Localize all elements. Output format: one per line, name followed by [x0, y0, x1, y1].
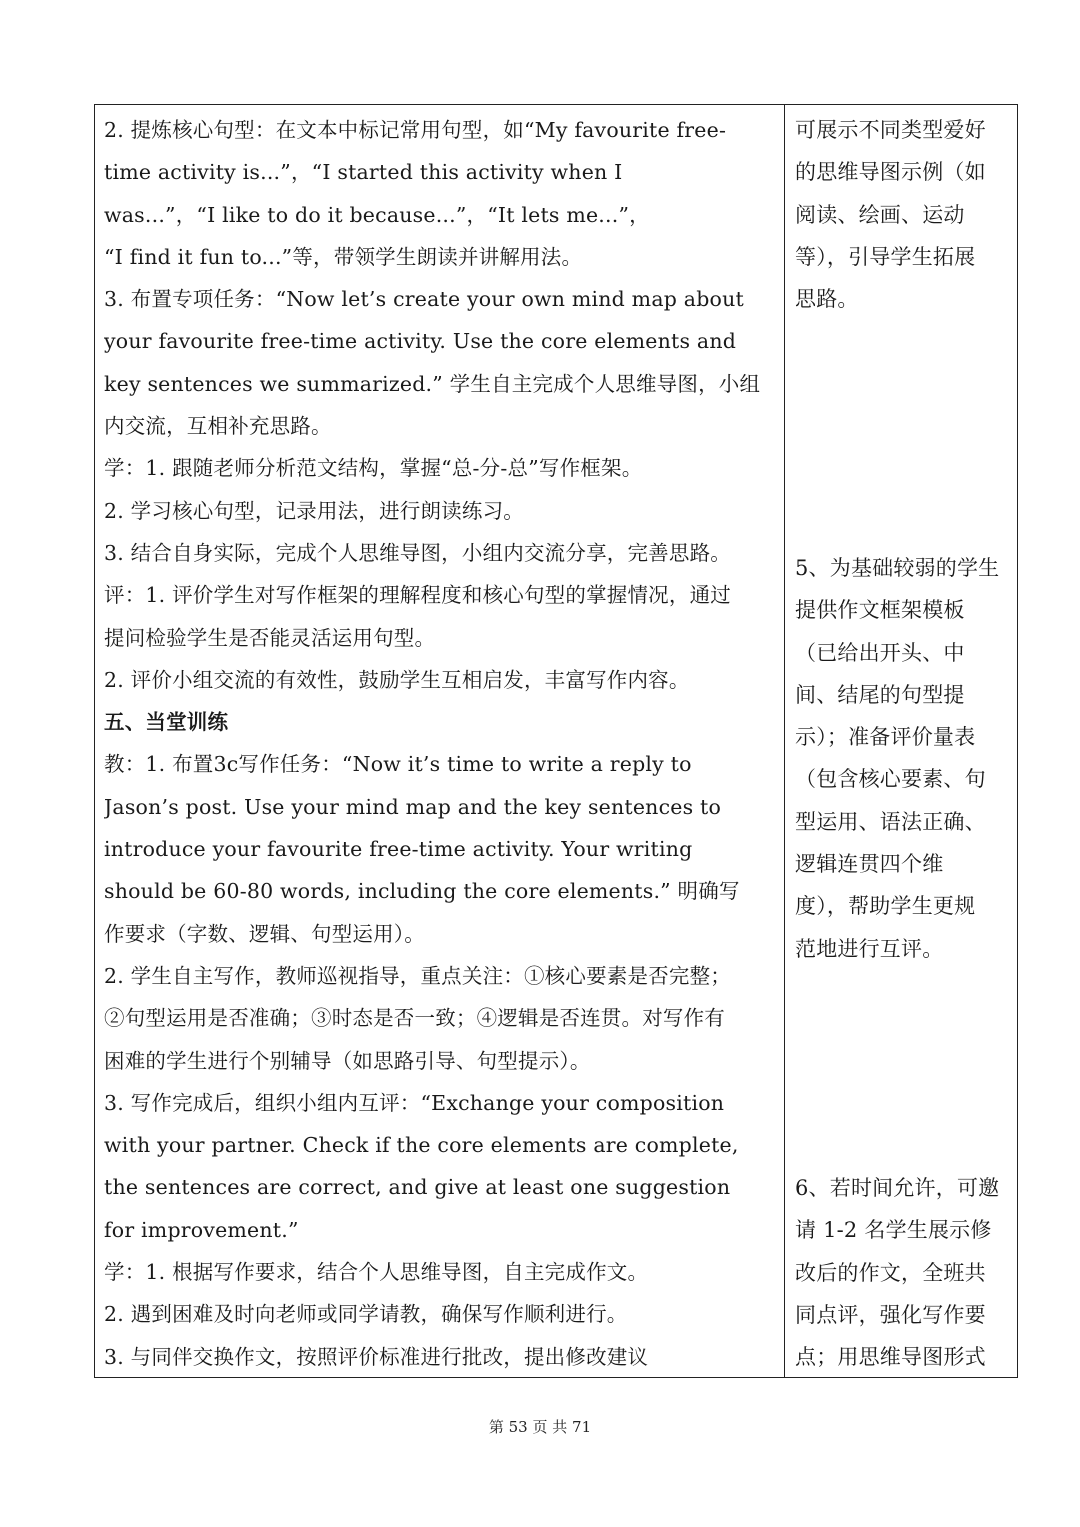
- note-line: 点；用思维导图形式: [795, 1345, 986, 1370]
- text-line: ②句型运用是否准确；③时态是否一致；④逻辑是否连贯。对写作有: [104, 1006, 725, 1031]
- text-line: 2. 评价小组交流的有效性，鼓励学生互相启发，丰富写作内容。: [104, 667, 690, 692]
- note-line: 逻辑连贯四个维: [795, 852, 944, 877]
- text-line: key sentences we summarized.” 学生自主完成个人思维导图，小组: [104, 371, 761, 396]
- page-footer: 第 53 页 共 71: [488, 1418, 592, 1436]
- section-heading: 五、当堂训练: [104, 710, 229, 735]
- note-line: 6、若时间允许，可邀: [795, 1176, 1000, 1200]
- text-line: 3. 布置专项任务：“Now let’s create your own mind map about: [104, 287, 744, 312]
- text-line: 2. 学生自主写作，教师巡视指导，重点关注：①核心要素是否完整；: [104, 963, 731, 988]
- note-line: 提供作文框架模板: [795, 598, 965, 623]
- text-line: 评：1. 评价学生对写作框架的理解程度和核心句型的掌握情况，通过: [104, 583, 731, 608]
- notes-column: [785, 105, 1017, 1377]
- note-block-1: [795, 109, 1013, 320]
- text-line: was...”，“I like to do it because...”，“It lets me...”，: [104, 202, 650, 227]
- text-line: introduce your favourite free-time activity. Your writing: [104, 837, 693, 862]
- note-line: （已给出开头、中: [795, 640, 965, 665]
- note-line: 度），帮助学生更规: [795, 894, 976, 919]
- note-line: 间、结尾的句型提: [795, 682, 965, 707]
- note-line: （包含核心要素、句: [795, 767, 986, 792]
- note-line: 示）；准备评价量表: [795, 725, 976, 750]
- text-line: 学：1. 根据写作要求，结合个人思维导图，自主完成作文。: [104, 1260, 649, 1285]
- lesson-plan-table: [94, 104, 1018, 1378]
- text-line: for improvement.”: [104, 1217, 299, 1242]
- note-line: 等），引导学生拓展: [795, 244, 976, 269]
- note-line: 的思维导图示例（如: [795, 160, 986, 185]
- note-line: 阅读、绘画、运动: [795, 202, 965, 227]
- text-line: Jason’s post. Use your mind map and the key sentences to: [104, 794, 722, 819]
- note-line: 思路。: [795, 287, 859, 312]
- main-content-column: [95, 105, 785, 1377]
- note-block-3: [795, 1167, 1013, 1378]
- text-line: 困难的学生进行个别辅导（如思路引导、句型提示）。: [104, 1048, 591, 1073]
- text-line: 3. 结合自身实际，完成个人思维导图，小组内交流分享，完善思路。: [104, 540, 731, 565]
- text-line: 2. 提炼核心句型：在文本中标记常用句型，如“My favourite free-: [104, 118, 727, 142]
- text-line: 3. 与同伴交换作文，按照评价标准进行批改，提出修改建议: [104, 1344, 649, 1369]
- note-line: 型运用、语法正确、: [795, 809, 986, 834]
- note-line: 改后的作文，全班共: [795, 1260, 986, 1285]
- text-line: “I find it fun to...”等，带领学生朗读并讲解用法。: [104, 244, 583, 269]
- text-line: your favourite free-time activity. Use the core elements and: [104, 329, 737, 354]
- text-line: with your partner. Check if the core elements are complete,: [104, 1133, 739, 1158]
- text-line: 2. 遇到困难及时向老师或同学请教，确保写作顺利进行。: [104, 1302, 628, 1327]
- text-line: 2. 学习核心句型，记录用法，进行朗读练习。: [104, 498, 524, 523]
- text-line: 提问检验学生是否能灵活运用句型。: [104, 625, 436, 650]
- text-line: 3. 写作完成后，组织小组内互评：“Exchange your composition: [104, 1090, 725, 1115]
- text-line: 学：1. 跟随老师分析范文结构，掌握“总-分-总”写作框架。: [104, 456, 643, 481]
- text-line: the sentences are correct, and give at least one suggestion: [104, 1175, 731, 1200]
- note-line: 同点评，强化写作要: [795, 1302, 986, 1327]
- note-line: 范地进行互评。: [795, 936, 944, 961]
- text-line: 教：1. 布置3c写作任务：“Now it’s time to write a reply to: [104, 752, 692, 777]
- note-line: 可展示不同类型爱好: [795, 118, 986, 142]
- note-line: 请 1-2 名学生展示修: [795, 1218, 992, 1243]
- text-line: should be 60-80 words, including the core elements.” 明确写: [104, 879, 740, 904]
- note-block-2: [795, 547, 1013, 970]
- text-line: 作要求（字数、逻辑、句型运用）。: [104, 921, 425, 946]
- text-line: time activity is...”，“I started this activity when I: [104, 160, 623, 185]
- text-line: 内交流，互相补充思路。: [104, 414, 332, 439]
- note-line: 5、为基础较弱的学生: [795, 556, 1000, 580]
